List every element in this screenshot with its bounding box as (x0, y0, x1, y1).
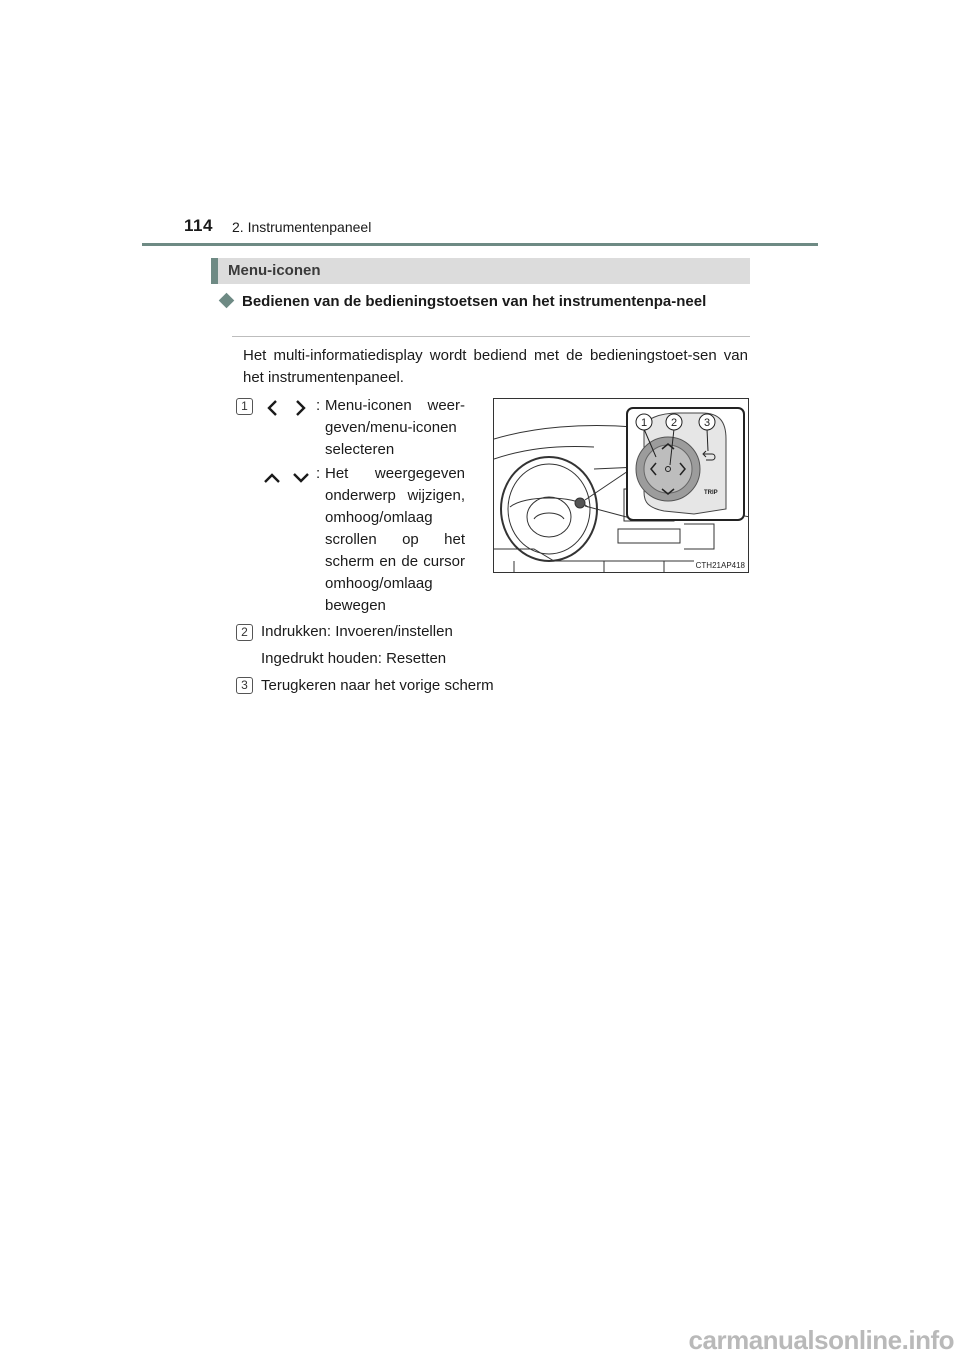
chevron-left-icon (264, 399, 282, 417)
item-2-hold-text: Ingedrukt houden: Resetten (261, 650, 447, 667)
section-accent (211, 258, 218, 284)
callout-3: 3 (703, 417, 711, 429)
item-2-press-text: Indrukken: Invoeren/instellen (261, 623, 453, 640)
item-1-number: 1 (236, 398, 253, 415)
trip-label: TRIP (704, 490, 718, 496)
figure-code: CTH21AP418 (695, 561, 745, 570)
chevron-down-icon (292, 469, 310, 487)
item-3-text: Terugkeren naar het vorige scherm (261, 677, 494, 694)
chevron-up-icon (263, 469, 281, 487)
callout-1: 1 (640, 417, 648, 429)
item-3-number: 3 (236, 677, 253, 694)
watermark: carmanualsonline.info (688, 1325, 954, 1355)
item-2-number: 2 (236, 624, 253, 641)
illustration-drawing (494, 399, 749, 573)
item-1-up-down-description: Het weergegeven onderwerp wijzigen, omhoog/omlaag scrollen op het scherm en de cursor omhoog/omlaag bewegen (325, 465, 465, 614)
chevron-right-icon (291, 399, 309, 417)
diamond-icon (219, 293, 235, 309)
colon: : (316, 397, 321, 414)
intro-paragraph: Het multi-informatiedisplay wordt bediend met de bedieningstoet-sen van het instrumentenpaneel. (243, 347, 748, 386)
callout-2: 2 (670, 417, 678, 429)
colon: : (316, 465, 321, 482)
subsection-rule (232, 336, 750, 337)
header-rule (142, 243, 818, 246)
steering-wheel-switch-illustration (493, 398, 749, 573)
subsection-title: Bedienen van de bedieningstoetsen van het instrumentenpa-neel (242, 293, 707, 310)
item-1-left-right-description: Menu-iconen weer-geven/menu-iconen selecteren (325, 397, 465, 458)
section-heading (211, 258, 750, 284)
section-title: Menu-iconen (228, 262, 321, 279)
chapter-title: 2. Instrumentenpaneel (232, 219, 372, 235)
page-number: 114 (184, 216, 213, 235)
